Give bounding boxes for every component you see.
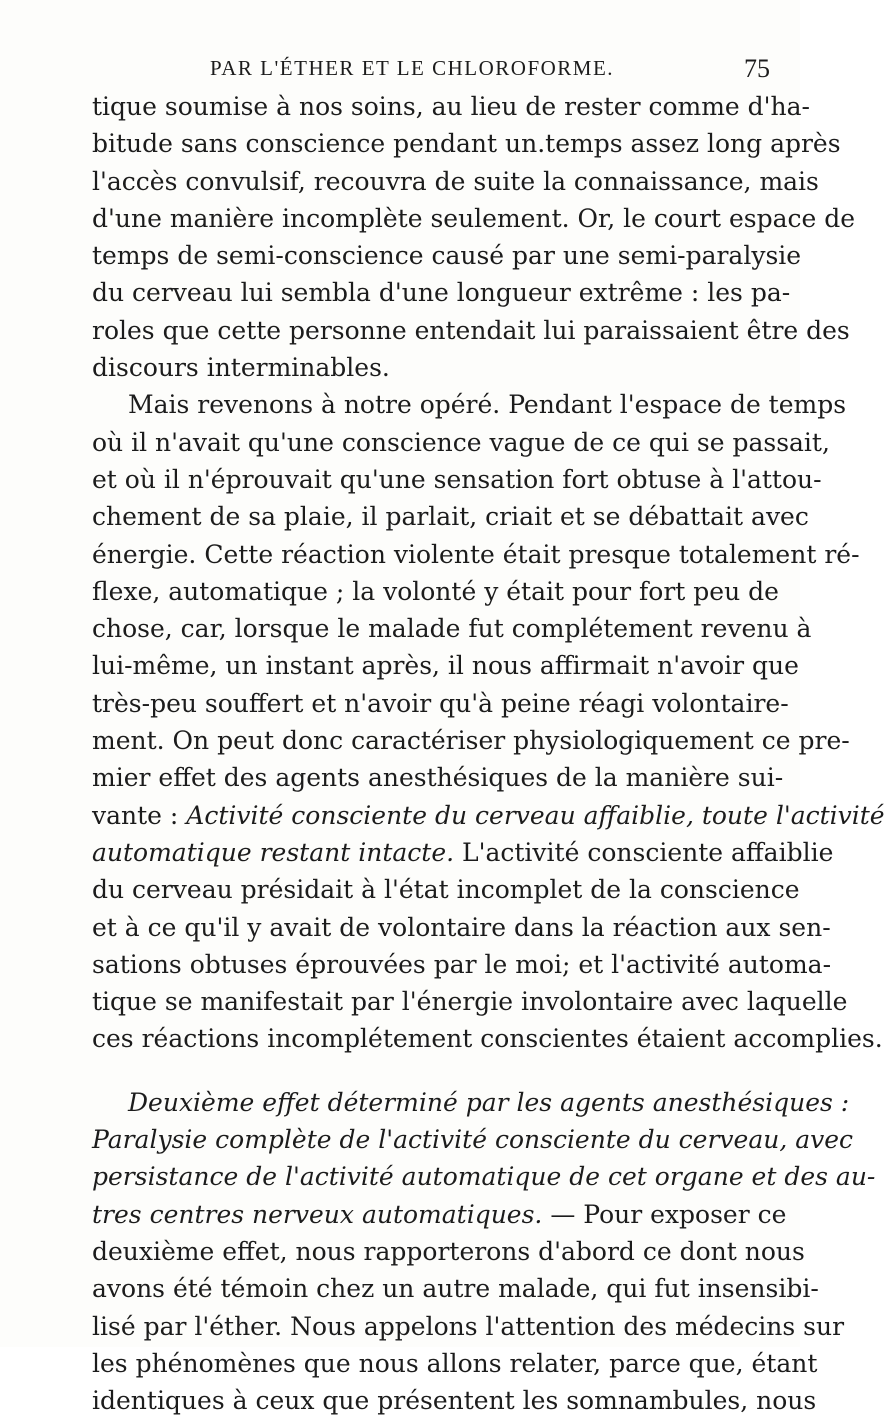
- section-heading-line: Paralysie complète de l'activité consciente du cerveau, avec: [92, 1125, 854, 1155]
- text-line: d'une manière incomplète seulement. Or, le court espace de: [92, 203, 856, 233]
- italic-conclusion: Activité consciente du cerveau affaiblie, toute l'activité: [186, 800, 885, 830]
- text-line: mier effet des agents anesthésiques de la manière sui-: [92, 763, 784, 793]
- paragraph-gap: [92, 1058, 772, 1084]
- text-line: deuxième effet, nous rapporterons d'abord ce dont nous: [92, 1236, 805, 1266]
- text-run: vante :: [92, 800, 187, 830]
- text-line: discours interminables.: [92, 353, 390, 383]
- text-line: lisé par l'éther. Nous appelons l'attention des médecins sur: [92, 1311, 845, 1341]
- text-line: roles que cette personne entendait lui paraissaient être des: [92, 315, 850, 345]
- text-line: tique soumise à nos soins, au lieu de rester comme d'ha-: [92, 92, 811, 121]
- section-heading-end: tres centres nerveux automatiques.: [92, 1199, 543, 1229]
- italic-conclusion: automatique restant intacte.: [92, 837, 455, 867]
- text-line: les phénomènes que nous allons relater, parce que, étant: [92, 1348, 818, 1378]
- text-line: du cerveau présidait à l'état incomplet de la conscience: [92, 875, 800, 905]
- section-heading-line: persistance de l'activité automatique de cet organe et des au-: [92, 1162, 876, 1192]
- text-line: chement de sa plaie, il parlait, criait et se débattait avec: [92, 502, 809, 532]
- text-run: — Pour exposer ce: [542, 1199, 787, 1229]
- section-heading-line: Deuxième effet déterminé par les agents anesthésiques :: [128, 1087, 850, 1117]
- text-line: tique se manifestait par l'énergie involontaire avec laquelle: [92, 987, 848, 1017]
- text-line: énergie. Cette réaction violente était presque totalement ré-: [92, 539, 860, 569]
- text-run: L'activité consciente affaiblie: [454, 837, 834, 867]
- running-title: PAR L'ÉTHER ET LE CHLOROFORME.: [210, 56, 615, 80]
- running-header: [92, 52, 770, 82]
- text-line: où il n'avait qu'une conscience vague de ce qui se passait,: [92, 427, 830, 457]
- page-number: 75: [744, 54, 770, 83]
- text-line: avons été témoin chez un autre malade, qui fut insensibi-: [92, 1274, 819, 1304]
- text-line: [92, 834, 834, 871]
- text-line: sations obtuses éprouvées par le moi; et l'activité automa-: [92, 949, 832, 979]
- paragraph-2: [92, 386, 885, 1057]
- text-line: chose, car, lorsque le malade fut complétement revenu à: [92, 614, 812, 644]
- text-line: [92, 1196, 787, 1233]
- text-line: [92, 797, 885, 834]
- text-line: et à ce qu'il y avait de volontaire dans la réaction aux sen-: [92, 912, 831, 942]
- text-line: lui-même, un instant après, il nous affirmait n'avoir que: [92, 651, 799, 681]
- text-line: très-peu souffert et n'avoir qu'à peine réagi volontaire-: [92, 688, 789, 718]
- text-line: l'accès convulsif, recouvra de suite la connaissance, mais: [92, 166, 819, 196]
- text-line: ment. On peut donc caractériser physiologiquement ce pre-: [92, 726, 850, 756]
- paragraph-3: [92, 1084, 876, 1419]
- text-line: ces réactions incomplétement conscientes étaient accomplies.: [92, 1024, 883, 1054]
- text-line: et où il n'éprouvait qu'une sensation fort obtuse à l'attou-: [92, 464, 822, 494]
- text-line: du cerveau lui sembla d'une longueur extrême : les pa-: [92, 278, 791, 308]
- text-line: identiques à ceux que présentent les somnambules, nous: [92, 1386, 817, 1416]
- text-line: temps de semi-conscience causé par une semi-paralysie: [92, 241, 802, 271]
- text-line: flexe, automatique ; la volonté y était pour fort peu de: [92, 576, 779, 606]
- paragraph-1: [92, 88, 856, 386]
- body-text: [92, 88, 885, 1419]
- text-line: bitude sans conscience pendant un.temps assez long après: [92, 129, 841, 159]
- text-line: Mais revenons à notre opéré. Pendant l'espace de temps: [128, 390, 847, 420]
